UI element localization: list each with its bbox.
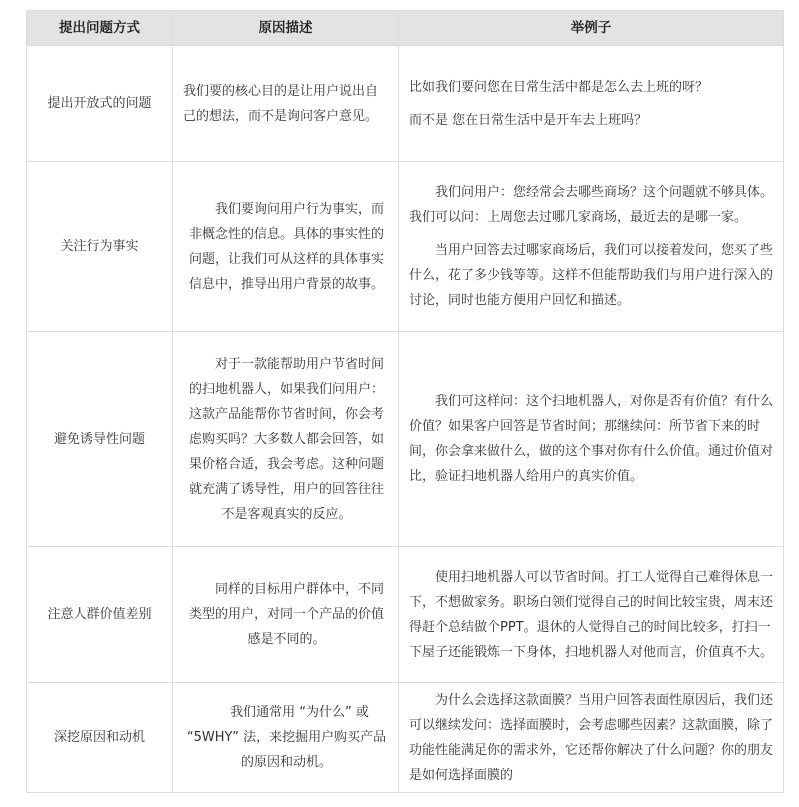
row-example-cell <box>399 162 784 332</box>
row-method-cell: 关注行为事实 <box>27 162 173 332</box>
header-reason: 原因描述 <box>173 11 399 46</box>
table-row <box>27 162 784 332</box>
row-reason-cell: 我们要的核心目的是让用户说出自己的想法，而不是询问客户意见。 <box>173 46 399 162</box>
row-reason-cell: 同样的目标用户群体中，不同类型的用户，对同一个产品的价值感是不同的。 <box>173 547 399 683</box>
row-reason-cell: 对于一款能帮助用户节省时间的扫地机器人，如果我们问用户：这款产品能帮你节省时间，你会考虑购买吗？大多数人都会回答，如果价格合适，我会考虑。这种问题就充满了诱导性，用户的回答往往不是客观真实的反应。 <box>173 332 399 547</box>
table-header-row <box>27 11 784 46</box>
row-reason-cell: 我们通常用 “为什么” 或 “5WHY” 法，来挖掘用户购买产品的原因和动机。 <box>173 683 399 793</box>
example-paragraph: 为什么会选择这款面膜？当用户回答表面性原因后，我们还可以继续发问：选择面膜时，会考虑哪些因素？这款面膜，除了功能性能满足你的需求外，它还帮你解决了什么问题？你的朋友是如何选择面膜的 <box>409 692 774 783</box>
table-row <box>27 683 784 793</box>
row-example-cell <box>399 332 784 547</box>
header-method: 提出问题方式 <box>27 11 173 46</box>
table-row <box>27 547 784 683</box>
table-row <box>27 46 784 162</box>
row-method-cell: 避免诱导性问题 <box>27 332 173 547</box>
row-reason-cell: 我们要询问用户行为事实，而非概念性的信息。具体的事实性的问题，让我们可从这样的具体事实信息中，推导出用户背景的故事。 <box>173 162 399 332</box>
question-methods-table <box>26 10 784 793</box>
content-area <box>26 10 783 793</box>
example-paragraph: 使用扫地机器人可以节省时间。打工人觉得自己难得休息一下，不想做家务。职场白领们觉得自己的时间比较宝贵，周末还得赶个总结做个PPT。退休的人觉得自己的时间比较多，打扫一下屋子还能锻炼一下身体，扫地机器人对他而言，价值真不大。 <box>409 569 774 660</box>
row-method-cell: 注意人群价值差别 <box>27 547 173 683</box>
row-example-cell <box>399 683 784 793</box>
example-paragraph: 当用户回答去过哪家商场后，我们可以接着发问，您买了些什么，花了多少钱等等。这样不但能帮助我们与用户进行深入的讨论，同时也能方便用户回忆和描述。 <box>409 243 774 308</box>
example-paragraph: 而不是 您在日常生活中是开车去上班吗？ <box>409 112 648 128</box>
row-example-cell <box>399 46 784 162</box>
row-method-cell: 深挖原因和动机 <box>27 683 173 793</box>
example-paragraph: 我们可这样问：这个扫地机器人，对你是否有价值？有什么价值？如果客户回答是节省时间；那继续问：所节省下来的时间，你会拿来做什么，做的这个事对你有什么价值。通过价值对比，验证扫地机器人给用户的真实价值。 <box>409 394 774 484</box>
table-row <box>27 332 784 547</box>
row-method-cell: 提出开放式的问题 <box>27 46 173 162</box>
example-paragraph: 比如我们要问您在日常生活中都是怎么去上班的呀？ <box>409 79 709 95</box>
header-example: 举例子 <box>399 11 784 46</box>
example-paragraph: 我们问用户：您经常会去哪些商场？这个问题就不够具体。我们可以问：上周您去过哪几家商场，最近去的是哪一家。 <box>409 185 774 225</box>
row-example-cell <box>399 547 784 683</box>
